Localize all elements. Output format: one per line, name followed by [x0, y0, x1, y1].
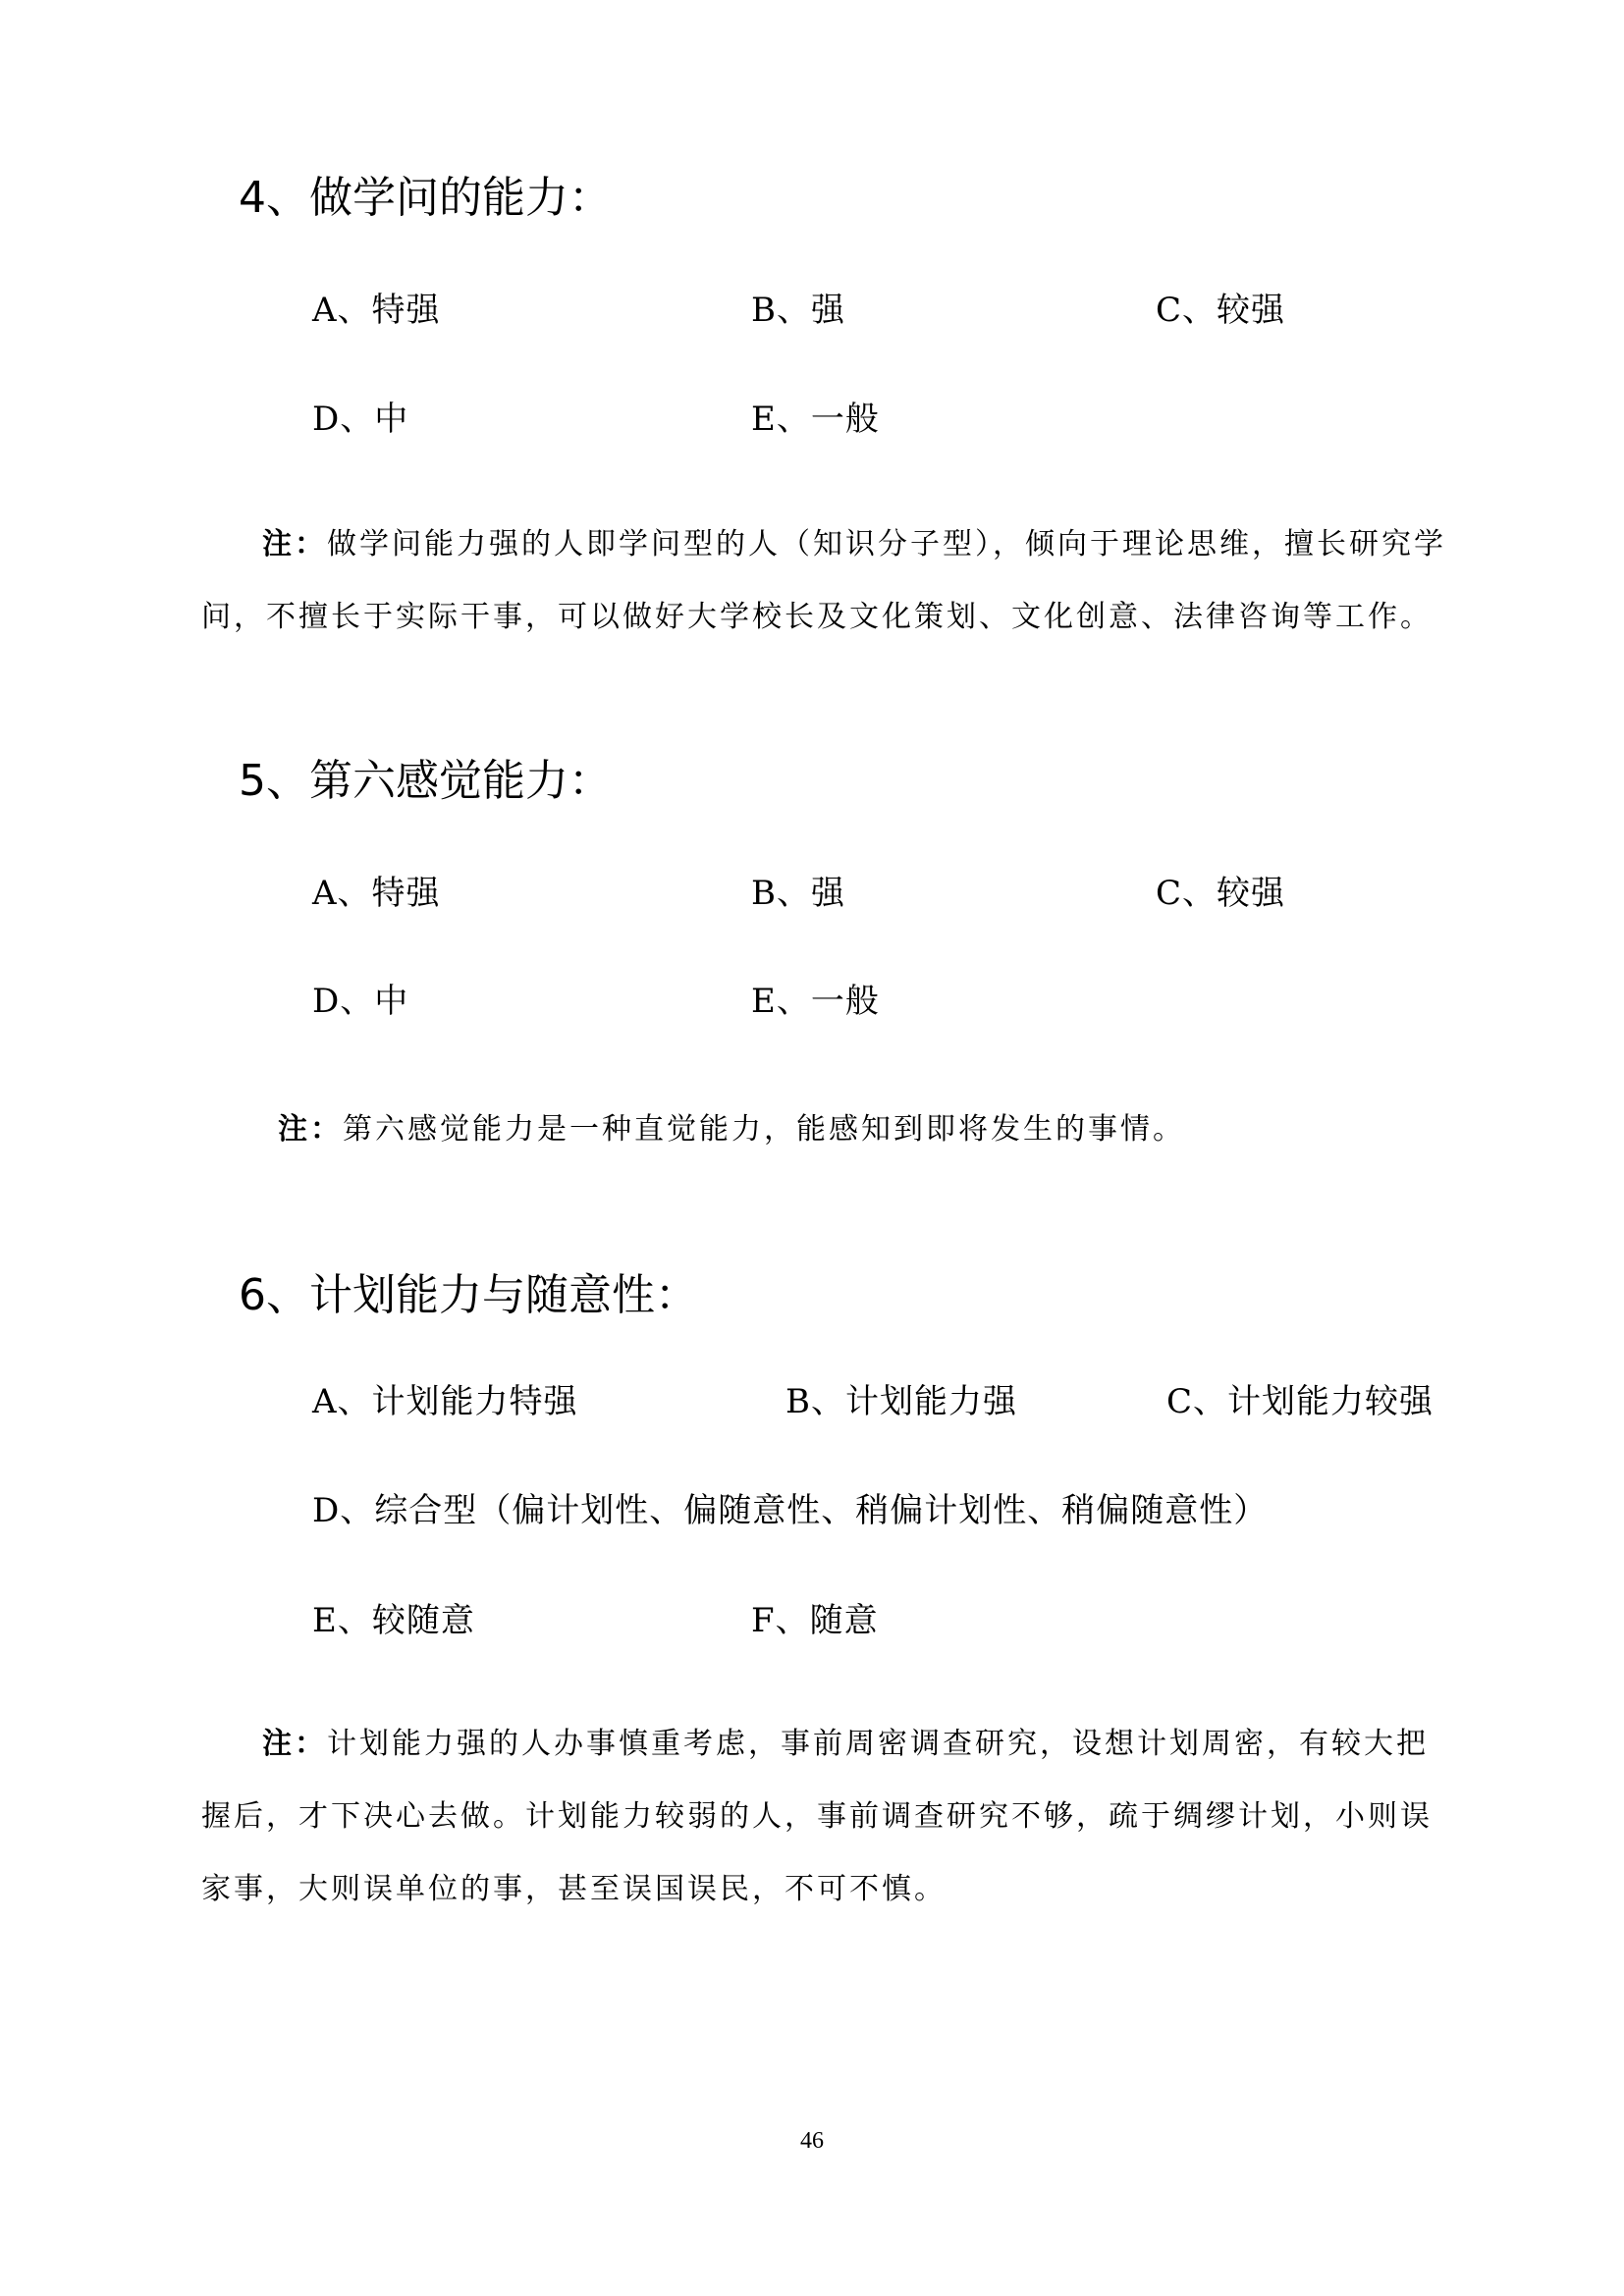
- q5-option-e: E、一般: [751, 982, 880, 1021]
- q6-option-d: D、综合型（偏计划性、偏随意性、稍偏计划性、稍偏随意性）: [312, 1491, 1269, 1530]
- page-number: 46: [800, 2128, 824, 2154]
- q6-option-a: A、计划能力特强: [312, 1382, 578, 1421]
- q4-note-label: 注：: [262, 527, 327, 561]
- q4-option-c: C、较强: [1156, 291, 1286, 330]
- q5-option-a: A、特强: [312, 874, 441, 913]
- q6-option-c: C、计划能力较强: [1166, 1382, 1435, 1421]
- q5-option-d: D、中: [312, 982, 409, 1021]
- q6-option-f: F、随意: [751, 1601, 879, 1640]
- q5-option-b: B、强: [751, 874, 845, 913]
- q6-option-e: E、较随意: [312, 1601, 475, 1640]
- question-4-title: 4、做学问的能力：: [239, 173, 612, 223]
- q4-option-e: E、一般: [751, 400, 880, 439]
- q6-note-label: 注：: [262, 1727, 327, 1761]
- q4-option-a: A、特强: [312, 291, 441, 330]
- question-5-title: 5、第六感觉能力：: [239, 756, 612, 806]
- q5-note: [278, 1094, 1185, 1166]
- q4-note-text: 做学问能力强的人即学问型的人（知识分子型），倾向于理论思维，擅长研究学问，不擅长于实际干事，可以做好大学校长及文化策划、文化创意、法律咨询等工作。: [201, 527, 1446, 634]
- q5-note-text: 第六感觉能力是一种直觉能力，能感知到即将发生的事情。: [343, 1112, 1185, 1147]
- q5-note-label: 注：: [278, 1112, 343, 1147]
- q6-note-text: 计划能力强的人办事慎重考虑，事前周密调查研究，设想计划周密，有较大把握后，才下决心去做。计划能力较弱的人，事前调查研究不够，疏于绸缪计划，小则误家事，大则误单位的事，甚至误国误民，不可不慎。: [201, 1727, 1433, 1906]
- q5-option-c: C、较强: [1156, 874, 1286, 913]
- q6-note: [201, 1708, 1448, 1926]
- q4-option-d: D、中: [312, 400, 409, 439]
- q6-option-b: B、计划能力强: [785, 1382, 1017, 1421]
- q4-note: [201, 508, 1448, 654]
- question-6-title: 6、计划能力与随意性：: [239, 1270, 698, 1320]
- q4-option-b: B、强: [751, 291, 845, 330]
